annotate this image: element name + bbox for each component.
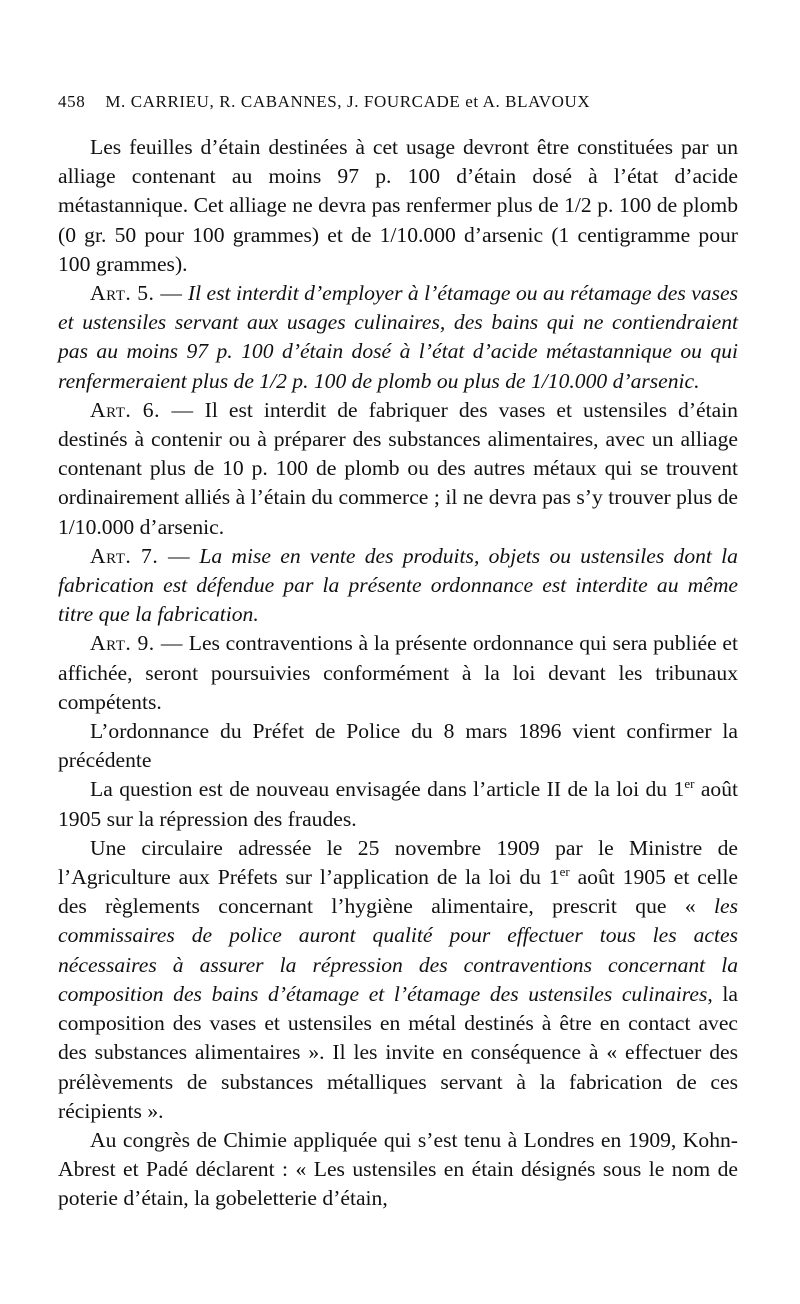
paragraph-circulaire-1909	[58, 834, 738, 1126]
superscript: er	[684, 776, 695, 792]
text-run: Une circulaire adressée le 25 novembre 1909 par le Ministre de l’Agriculture aux Préfets sur l’application de la loi du 1	[58, 835, 738, 890]
article-text: Il est interdit d’employer à l’étamage ou au rétamage des vases et ustensiles servant aux usages culinaires, des bains qui ne contiendraient pas au moins 97 p. 100 d’étain dosé à l’état d’acide métastannique ou qui renfermeraient plus de 1/2 p. 100 de plomb ou plus de 1/10.000 d’arsenic.	[58, 281, 738, 393]
text-run: août 1905 sur la répression des fraudes.	[58, 777, 739, 831]
page-number: 458	[58, 92, 86, 111]
text-run: août 1905 et celle des règlements concernant l’hygiène alimentaire, prescrit que «	[58, 865, 738, 919]
paragraph-feuilles: Les feuilles d’étain destinées à cet usage devront être constituées par un alliage contenant au moins 97 p. 100 d’étain dosé à l’état d’acide métastannique. Cet alliage ne devra pas renfermer plus de 1/2 p. 100 de plomb (0 gr. 50 pour 100 grammes) et de 1/10.000 d’arsenic (1 centigramme pour 100 grammes).	[58, 135, 738, 276]
body-text	[58, 133, 738, 1214]
article-label: Art. 6. —	[90, 397, 194, 422]
paragraph-loi-1905	[58, 775, 738, 833]
quoted-italic: les commissaires de police auront qualité pour effectuer tous les actes nécessaires à assurer la répression des contraventions concernant la composition des bains d’étamage et l’étamage des ustensiles culinaires	[58, 894, 738, 1006]
article-text: Il est interdit de fabriquer des vases et ustensiles d’étain destinés à contenir ou à préparer des substances alimentaires, avec un alliage contenant plus de 10 p. 100 de plomb ou des autres métaux qui se trouvent ordinairement alliés à l’étain du commerce ; il ne devra pas s’y trouver plus de 1/10.000 d’arsenic.	[58, 397, 738, 539]
article-label: Art. 9. —	[90, 631, 184, 656]
article-label: Art. 7. —	[90, 543, 191, 568]
paragraph-ordonnance-1896: L’ordonnance du Préfet de Police du 8 mars 1896 vient confirmer la précédente	[58, 719, 738, 773]
running-header	[58, 92, 738, 112]
paragraph-art5	[58, 279, 738, 396]
article-text: La mise en vente des produits, objets ou ustensiles dont la fabrication est défendue par la présente ordonnance est interdite au même titre que la fabrication.	[58, 543, 738, 627]
paragraph-art6	[58, 396, 738, 542]
text-run: , la composition des vases et ustensiles en métal destinés à être en contact avec des substances alimentaires ». Il les invite en conséquence à « effectuer des prélèvements de substances métalliques servant à la fabrication de ces récipients ».	[58, 981, 738, 1123]
paragraph-art7	[58, 542, 738, 630]
authors-line: M. CARRIEU, R. CABANNES, J. FOURCADE et A. BLAVOUX	[105, 92, 591, 111]
paragraph-art9	[58, 629, 738, 717]
paragraph-congres-londres: Au congrès de Chimie appliquée qui s’est tenu à Londres en 1909, Kohn-Abrest et Padé déclarent : « Les ustensiles en étain désignés sous le nom de poterie d’étain, la gobeletterie d’étain,	[58, 1127, 738, 1211]
article-label: Art. 5. —	[90, 281, 183, 306]
article-text: Les contraventions à la présente ordonnance qui sera publiée et affichée, seront poursuivies conformément à la loi devant les tribunaux compétents.	[58, 631, 738, 714]
text-run: La question est de nouveau envisagée dans l’article II de la loi du 1	[90, 777, 685, 802]
superscript: er	[559, 863, 570, 879]
